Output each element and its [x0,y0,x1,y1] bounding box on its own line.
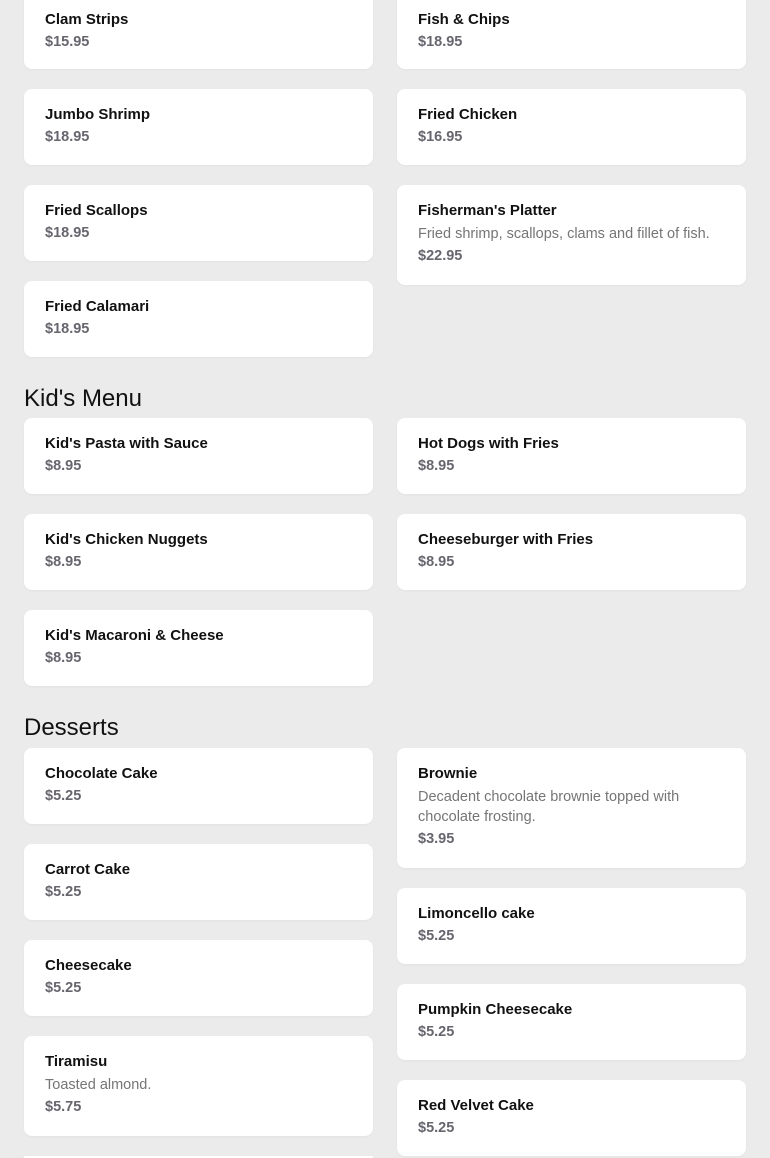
menu-item-name: Fried Scallops [45,202,148,219]
menu-item-price: $18.95 [45,129,90,145]
menu-item-card[interactable] [24,0,373,69]
menu-item-name: Carrot Cake [45,861,131,878]
menu-item-card[interactable] [397,0,746,69]
menu-item-name: Clam Strips [45,11,129,28]
menu-item-price: $8.95 [45,554,82,570]
menu-item-price: $8.95 [45,650,82,666]
menu-item-card[interactable] [24,89,373,165]
menu-item-name: Jumbo Shrimp [45,106,151,123]
menu-item-name: Limoncello cake [418,905,535,922]
menu-item-card[interactable] [24,1036,373,1136]
menu-item-price: $5.25 [45,980,82,996]
menu-item-card[interactable] [24,844,373,920]
menu-item-name: Fisherman's Platter [418,202,557,219]
menu-item-name: Cheesecake [45,957,132,974]
menu-item-name: Kid's Chicken Nuggets [45,531,208,548]
menu-item-description: Fried shrimp, scallops, clams and fillet of fish. [418,226,710,242]
menu-item-price: $5.25 [418,1120,455,1136]
menu-item-card[interactable] [24,514,373,590]
menu-item-card[interactable] [24,748,373,824]
menu-item-card[interactable] [24,418,373,494]
menu-item-name: Chocolate Cake [45,765,158,782]
menu-item-price: $18.95 [45,225,90,241]
menu-item-price: $3.95 [418,831,455,847]
menu-item-card[interactable] [397,984,746,1060]
menu-item-card[interactable] [24,185,373,261]
menu-item-name: Kid's Pasta with Sauce [45,435,208,452]
section-heading-desserts: Desserts [24,714,119,741]
menu-item-card[interactable] [397,1080,746,1156]
menu-item-name: Brownie [418,765,478,782]
menu-item-price: $5.25 [45,788,82,804]
menu-item-name: Fish & Chips [418,11,510,28]
menu-item-name: Pumpkin Cheesecake [418,1001,573,1018]
menu-item-price: $8.95 [418,458,455,474]
menu-item-card[interactable] [24,940,373,1016]
menu-item-card[interactable] [397,418,746,494]
menu-item-name: Fried Chicken [418,106,518,123]
menu-item-price: $22.95 [418,248,463,264]
menu-item-card[interactable] [397,514,746,590]
menu-item-price: $18.95 [418,34,463,50]
menu-item-card[interactable] [24,610,373,686]
menu-item-card[interactable] [397,185,746,285]
section-heading-kids-menu: Kid's Menu [24,385,142,412]
menu-item-description: Decadent chocolate brownie topped with chocolate frosting. [418,789,680,825]
menu-item-price: $5.25 [45,884,82,900]
menu-item-name: Fried Calamari [45,298,150,315]
menu-item-card[interactable] [397,89,746,165]
menu-item-description: Toasted almond. [45,1077,152,1093]
menu-item-name: Cheeseburger with Fries [418,531,594,548]
menu-item-name: Tiramisu [45,1053,108,1070]
menu-item-card[interactable] [24,281,373,357]
menu-item-price: $15.95 [45,34,90,50]
menu-item-price: $5.75 [45,1099,82,1115]
menu-item-price: $5.25 [418,1024,455,1040]
menu-item-price: $8.95 [45,458,82,474]
menu-item-name: Kid's Macaroni & Cheese [45,627,224,644]
menu-item-price: $16.95 [418,129,463,145]
menu-item-card[interactable] [397,748,746,868]
menu-item-name: Red Velvet Cake [418,1097,534,1114]
menu-item-price: $8.95 [418,554,455,570]
menu-item-name: Hot Dogs with Fries [418,435,559,452]
menu-item-card[interactable] [397,888,746,964]
menu-item-price: $5.25 [418,928,455,944]
menu-item-price: $18.95 [45,321,90,337]
